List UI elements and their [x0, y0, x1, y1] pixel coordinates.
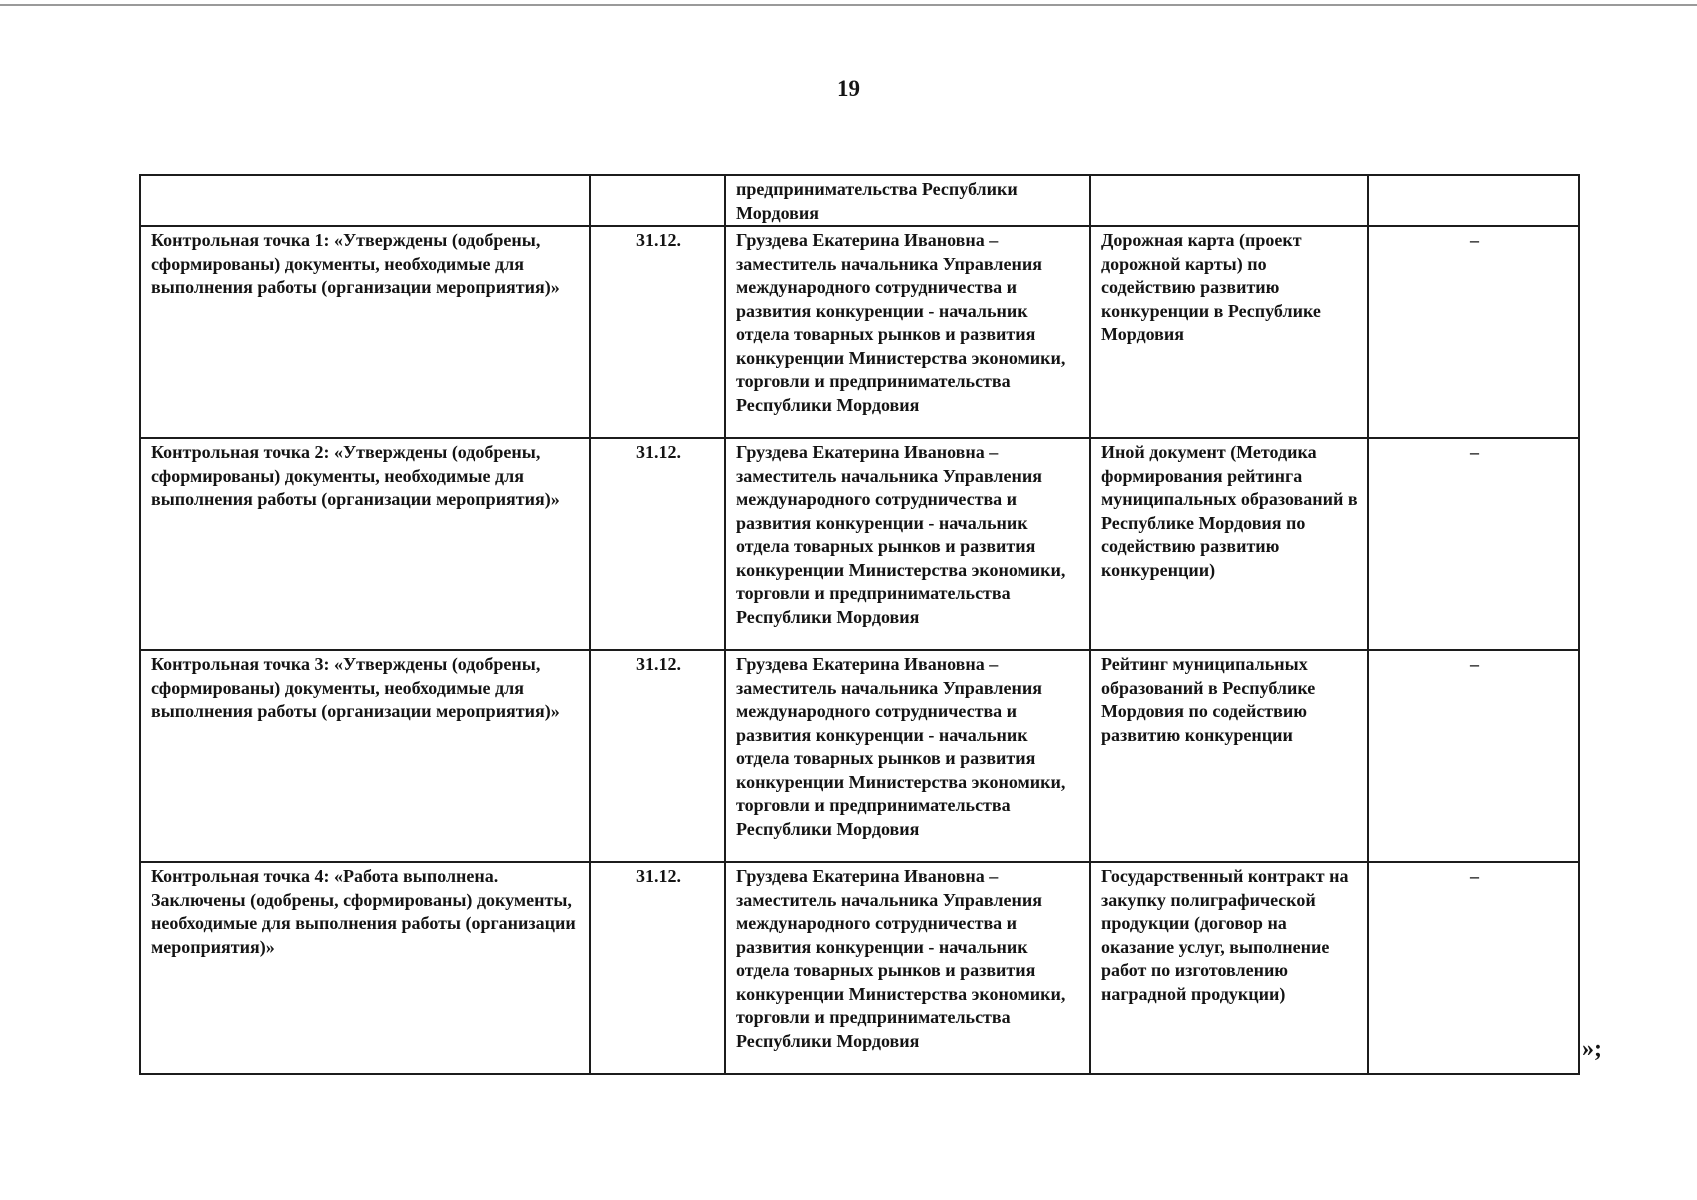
table-row: [140, 175, 1579, 226]
page-number: 19: [837, 76, 860, 101]
document-cell: [1090, 175, 1368, 226]
date-cell: [590, 175, 725, 226]
result-cell: –: [1368, 438, 1579, 650]
date-cell: 31.12.: [590, 862, 725, 1074]
responsible-cell: Груздева Екатерина Ивановна – заместитель начальника Управления международного сотрудничества и развития конкуренции - начальник отдела товарных рынков и развития конкуренции Министерства экономики, торговли и предпринимательства Республики Мордовия: [725, 862, 1090, 1074]
responsible-cell: Груздева Екатерина Ивановна – заместитель начальника Управления международного сотрудничества и развития конкуренции - начальник отдела товарных рынков и развития конкуренции Министерства экономики, торговли и предпринимательства Республики Мордовия: [725, 650, 1090, 862]
date-cell: 31.12.: [590, 650, 725, 862]
responsible-cell: Груздева Екатерина Ивановна – заместитель начальника Управления международного сотрудничества и развития конкуренции - начальник отдела товарных рынков и развития конкуренции Министерства экономики, торговли и предпринимательства Республики Мордовия: [725, 438, 1090, 650]
document-cell: Дорожная карта (проект дорожной карты) по содействию развитию конкуренции в Республике Мордовия: [1090, 226, 1368, 438]
table-row: [140, 862, 1579, 1074]
result-cell: [1368, 175, 1579, 226]
document-cell: Государственный контракт на закупку полиграфической продукции (договор на оказание услуг, выполнение работ по изготовлению наградной продукции): [1090, 862, 1368, 1074]
date-cell: 31.12.: [590, 226, 725, 438]
responsible-cell: предпринимательства Республики Мордовия: [725, 175, 1090, 226]
control-point-cell: Контрольная точка 2: «Утверждены (одобрены, сформированы) документы, необходимые для выполнения работы (организации мероприятия)»: [140, 438, 590, 650]
result-cell: –: [1368, 862, 1579, 1074]
responsible-cell: Груздева Екатерина Ивановна – заместитель начальника Управления международного сотрудничества и развития конкуренции - начальник отдела товарных рынков и развития конкуренции Министерства экономики, торговли и предпринимательства Республики Мордовия: [725, 226, 1090, 438]
table-row: [140, 438, 1579, 650]
control-points-table: [139, 174, 1580, 1075]
scan-top-rule: [0, 4, 1697, 6]
control-point-cell: Контрольная точка 1: «Утверждены (одобрены, сформированы) документы, необходимые для выполнения работы (организации мероприятия)»: [140, 226, 590, 438]
control-point-cell: [140, 175, 590, 226]
table-row: [140, 226, 1579, 438]
control-point-cell: Контрольная точка 4: «Работа выполнена. Заключены (одобрены, сформированы) документы, необходимые для выполнения работы (организации мероприятия)»: [140, 862, 590, 1074]
document-cell: Иной документ (Методика формирования рейтинга муниципальных образований в Республике Мордовия по содействию развитию конкуренции): [1090, 438, 1368, 650]
control-point-cell: Контрольная точка 3: «Утверждены (одобрены, сформированы) документы, необходимые для выполнения работы (организации мероприятия)»: [140, 650, 590, 862]
document-cell: Рейтинг муниципальных образований в Республике Мордовия по содействию развитию конкуренции: [1090, 650, 1368, 862]
date-cell: 31.12.: [590, 438, 725, 650]
closing-quote-mark: »;: [1582, 1036, 1602, 1062]
result-cell: –: [1368, 650, 1579, 862]
table-row: [140, 650, 1579, 862]
result-cell: –: [1368, 226, 1579, 438]
